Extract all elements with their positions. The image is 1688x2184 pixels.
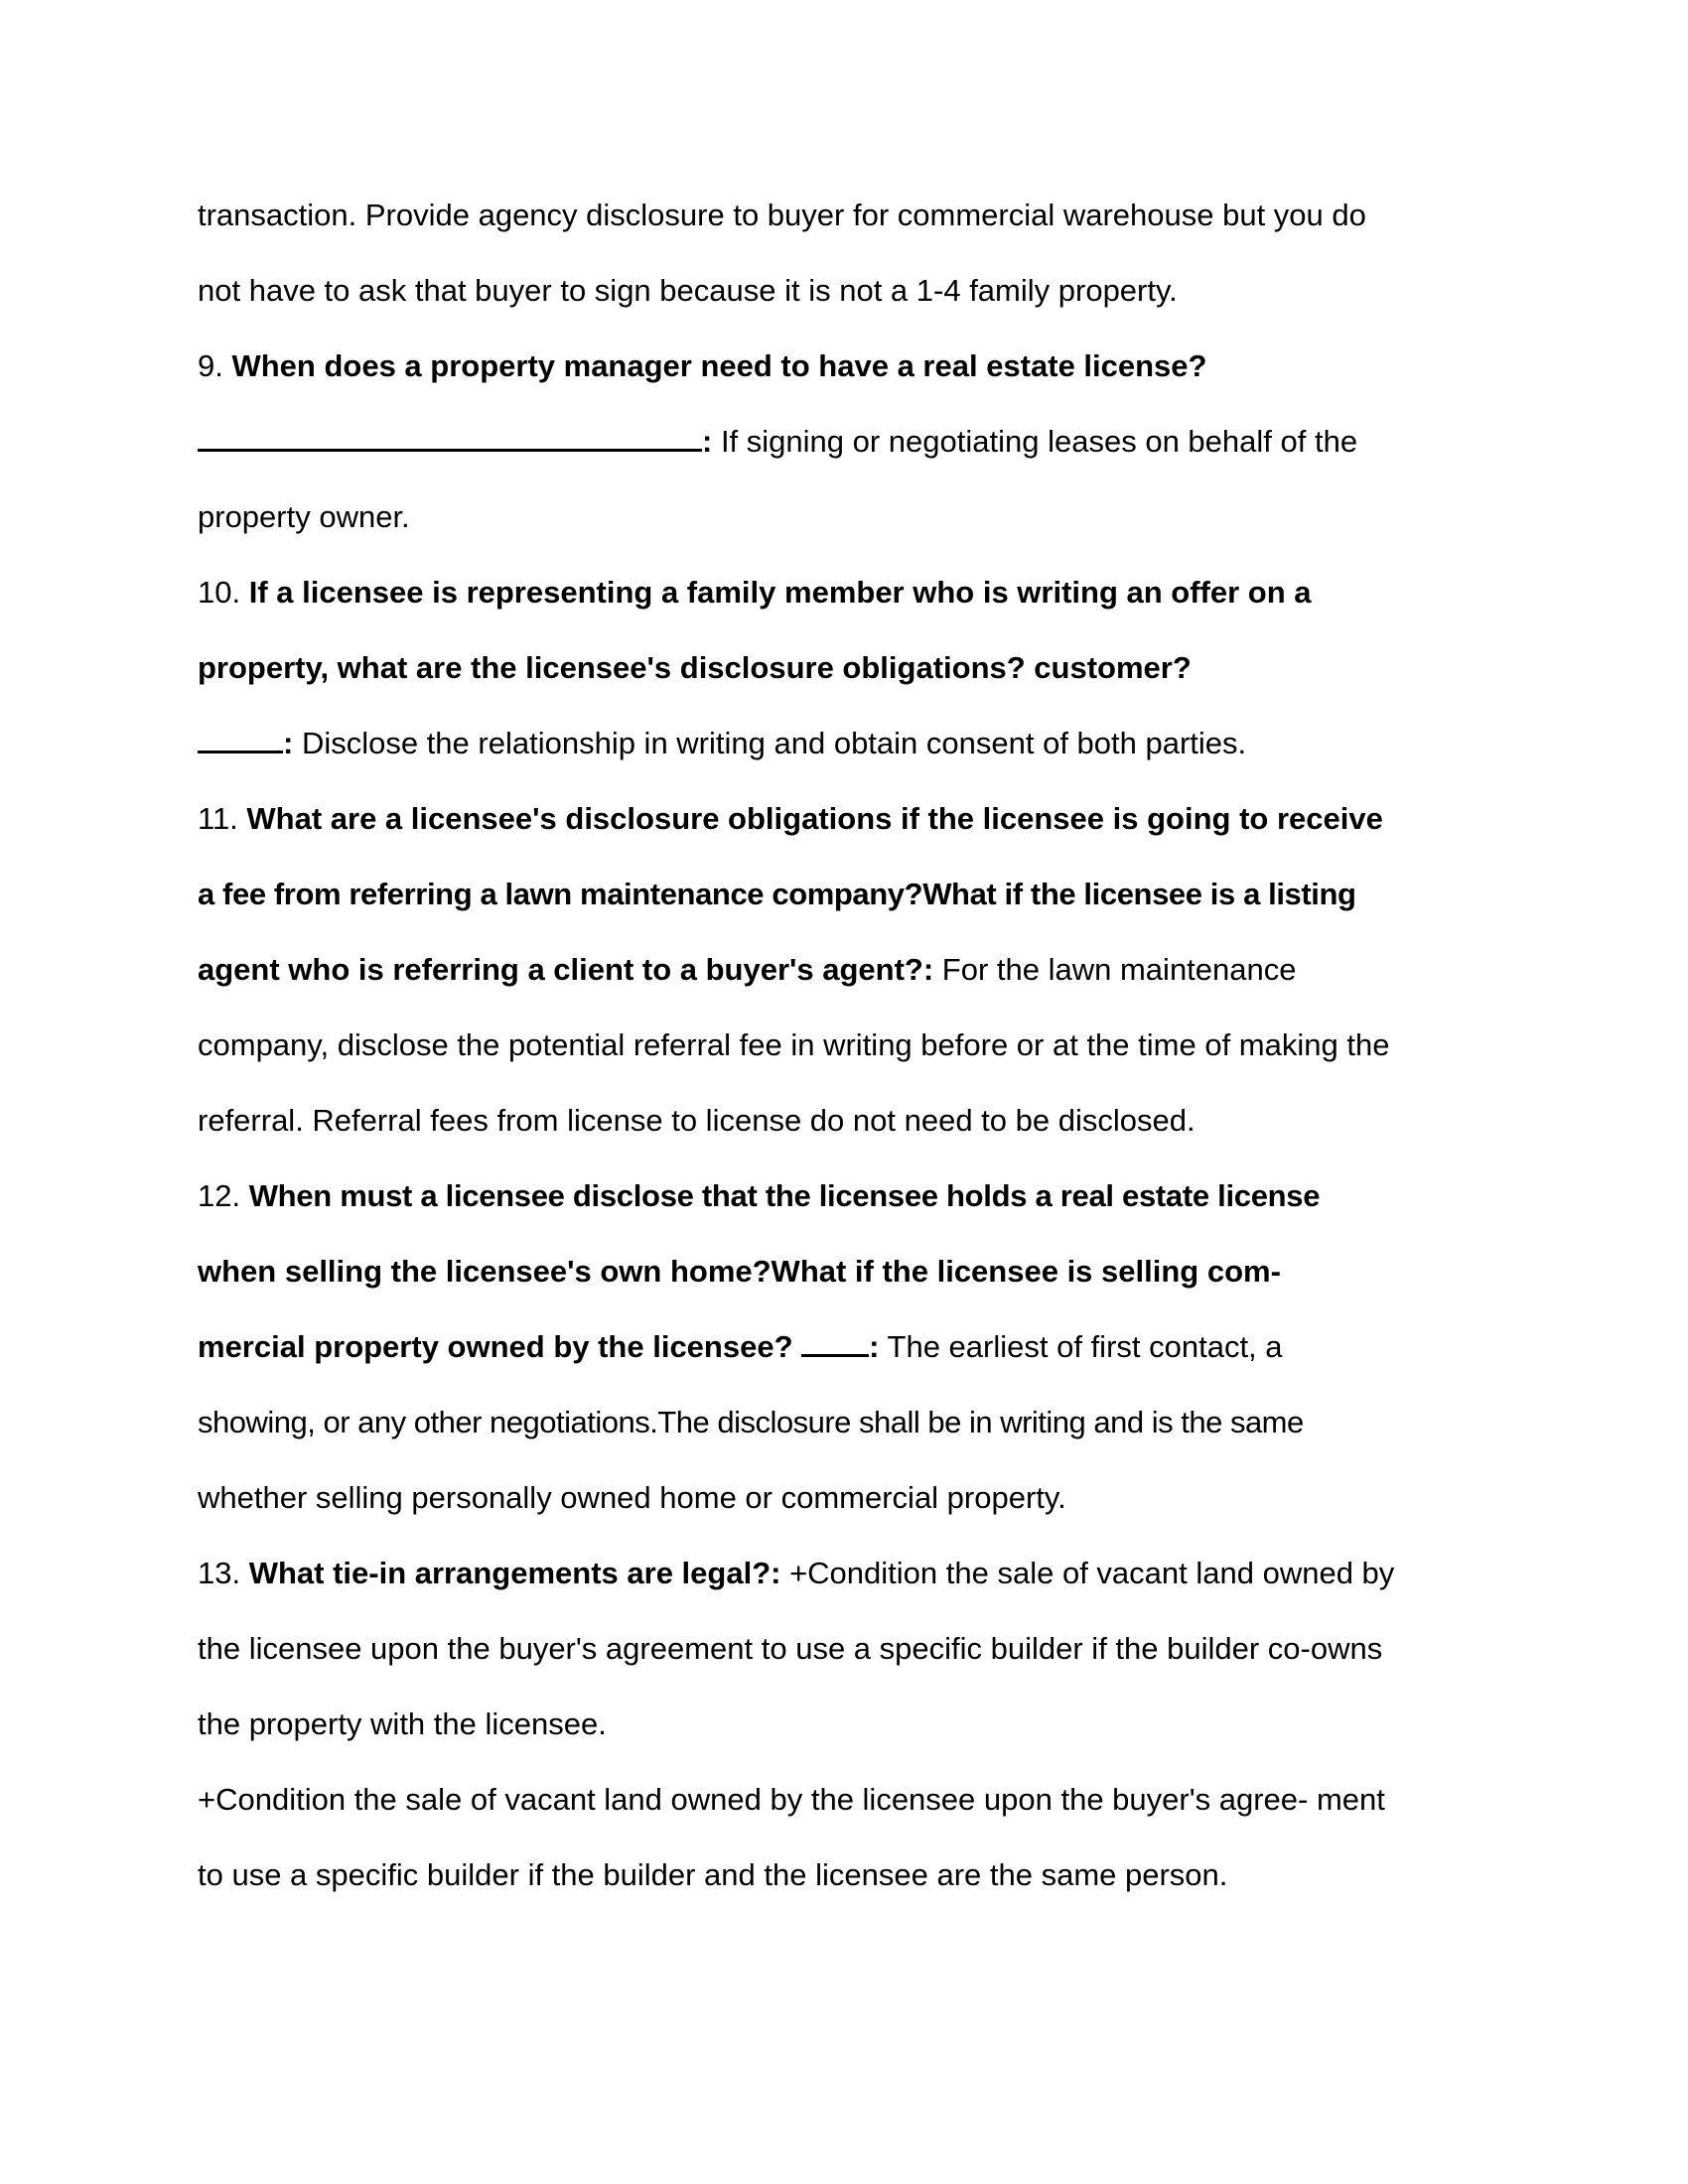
answer-11	[198, 1101, 1196, 1141]
answer-text: +Condition the sale of vacant land owned by	[780, 1556, 1395, 1590]
answer-10	[198, 724, 1246, 763]
answer-text: For the lawn maintenance	[933, 952, 1297, 987]
answer-12	[198, 1478, 1066, 1518]
question-number: 13.	[198, 1556, 249, 1590]
answer-blank	[198, 423, 702, 452]
answer-blank	[801, 1328, 869, 1357]
question-number: 11.	[198, 801, 247, 836]
answer-13	[198, 1855, 1227, 1895]
question-number: 10.	[198, 575, 249, 610]
answer-colon: :	[702, 424, 713, 459]
answer-text: the licensee upon the buyer's agreement to use a specific builder if the builder co-owns	[198, 1631, 1383, 1666]
answer-11	[198, 1025, 1389, 1065]
answer-text: to use a specific builder if the builder and the licensee are the same person.	[198, 1857, 1228, 1892]
question-text: When must a licensee disclose that the licensee holds a real estate license	[248, 1178, 1321, 1213]
question-11	[198, 799, 1383, 839]
question-number: 12.	[198, 1178, 249, 1213]
question-text: agent who is referring a client to a buyer's agent?:	[198, 952, 934, 987]
text: not have to ask that buyer to sign because it is not a 1-4 family property.	[198, 273, 1178, 308]
question-10	[198, 573, 1312, 613]
answer-text: whether selling personally owned home or commercial property.	[198, 1480, 1066, 1515]
question-text: when selling the licensee's own home?What if the licensee is selling com-	[198, 1254, 1281, 1289]
answer-13	[198, 1629, 1382, 1669]
answer-text: showing, or any other negotiations.The disclosure shall be in writing and is the same	[198, 1405, 1304, 1439]
question-11-cont	[198, 950, 1297, 990]
question-text: If a licensee is representing a family member who is writing an offer on a	[248, 575, 1312, 610]
answer-12	[198, 1403, 1304, 1442]
answer-text: the property with the licensee.	[198, 1706, 607, 1741]
question-13	[198, 1554, 1394, 1593]
question-12-cont	[198, 1327, 1283, 1367]
text: transaction. Provide agency disclosure to buyer for commercial warehouse but you do	[198, 198, 1366, 232]
question-text: What are a licensee's disclosure obligations if the licensee is going to receive	[246, 801, 1383, 836]
question-text: property, what are the licensee's disclosure obligations? customer?	[198, 650, 1192, 685]
question-12	[198, 1176, 1320, 1216]
answer-9	[198, 422, 1357, 462]
question-9	[198, 346, 1206, 386]
text-line	[198, 271, 1178, 311]
answer-13	[198, 1780, 1385, 1820]
question-text: What tie-in arrangements are legal?:	[248, 1556, 781, 1590]
question-text: When does a property manager need to have a real estate license?	[231, 348, 1207, 383]
question-text: a fee from referring a lawn maintenance company?What if the licensee is a listing	[198, 877, 1356, 911]
text-line	[198, 497, 410, 537]
answer-text: If signing or negotiating leases on behalf of the	[712, 424, 1358, 459]
question-12-cont	[198, 1252, 1281, 1292]
answer-text: company, disclose the potential referral fee in writing before or at the time of making the	[198, 1027, 1390, 1062]
answer-text: referral. Referral fees from license to license do not need to be disclosed.	[198, 1103, 1196, 1138]
answer-colon: :	[869, 1329, 880, 1364]
answer-text: +Condition the sale of vacant land owned by the licensee upon the buyer's agree- ment	[198, 1782, 1385, 1817]
answer-colon: :	[283, 726, 294, 760]
answer-blank	[198, 725, 283, 753]
question-number: 9.	[198, 348, 232, 383]
answer-text: Disclose the relationship in writing and obtain consent of both parties.	[293, 726, 1247, 760]
question-10-cont	[198, 648, 1192, 688]
answer-text: The earliest of first contact, a	[879, 1329, 1283, 1364]
text-line	[198, 196, 1366, 235]
answer-13	[198, 1705, 607, 1744]
answer-text: property owner.	[198, 499, 410, 534]
question-11-cont	[198, 875, 1356, 914]
question-text: mercial property owned by the licensee?	[198, 1329, 802, 1364]
